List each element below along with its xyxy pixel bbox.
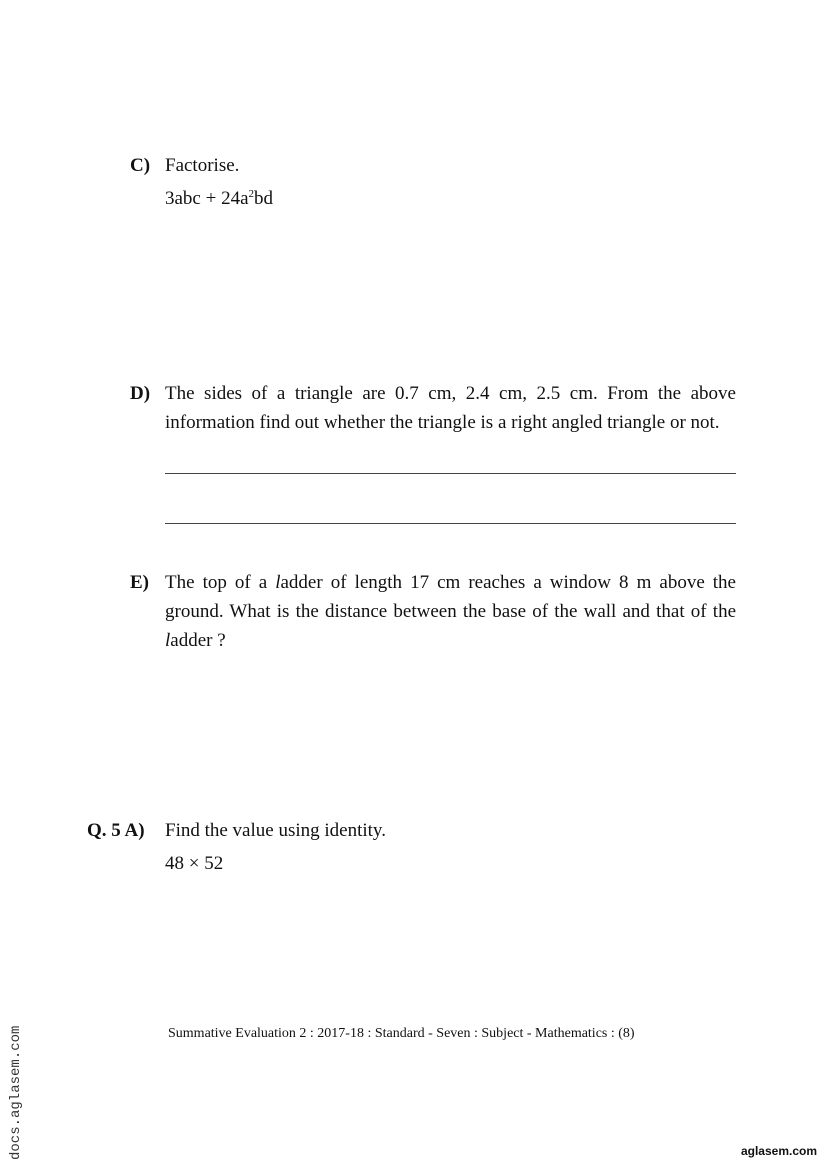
- question-5a-text: Find the value using identity.: [165, 820, 386, 841]
- question-e-text-part: The top of a: [165, 572, 276, 593]
- question-5a-label: Q. 5 A): [87, 820, 145, 841]
- question-5a-expression: 48 × 52: [165, 853, 224, 874]
- question-d-label: D): [130, 383, 151, 404]
- italic-l: l: [275, 572, 281, 593]
- question-c-label: C): [130, 155, 151, 176]
- question-e-text: [165, 568, 736, 655]
- side-watermark: docs.aglasem.com: [8, 1025, 24, 1160]
- page-footer: Summative Evaluation 2 : 2017-18 : Standard - Seven : Subject - Mathematics : (8): [168, 1026, 635, 1041]
- expr-exponent: 2: [248, 188, 255, 200]
- italic-l: l: [165, 630, 171, 651]
- question-e-text-part: adder ?: [170, 630, 226, 651]
- question-c-expression: [165, 184, 736, 213]
- question-e-label: E): [130, 572, 149, 593]
- expr-part2: bd: [254, 188, 274, 209]
- question-e-text-part: adder of length 17 cm reaches a window 8 m above the ground. What is the distance between the base of the wall and that of the: [165, 572, 736, 622]
- expr-part1: 3abc + 24a: [165, 188, 249, 209]
- answer-line-1: [165, 473, 736, 474]
- question-d-text: The sides of a triangle are 0.7 cm, 2.4 cm, 2.5 cm. From the above information find out whether the triangle is a right angled triangle or not.: [165, 383, 736, 433]
- question-c-text: Factorise.: [165, 155, 240, 176]
- answer-line-2: [165, 523, 736, 524]
- brand-watermark: aglasem.com: [740, 1144, 817, 1158]
